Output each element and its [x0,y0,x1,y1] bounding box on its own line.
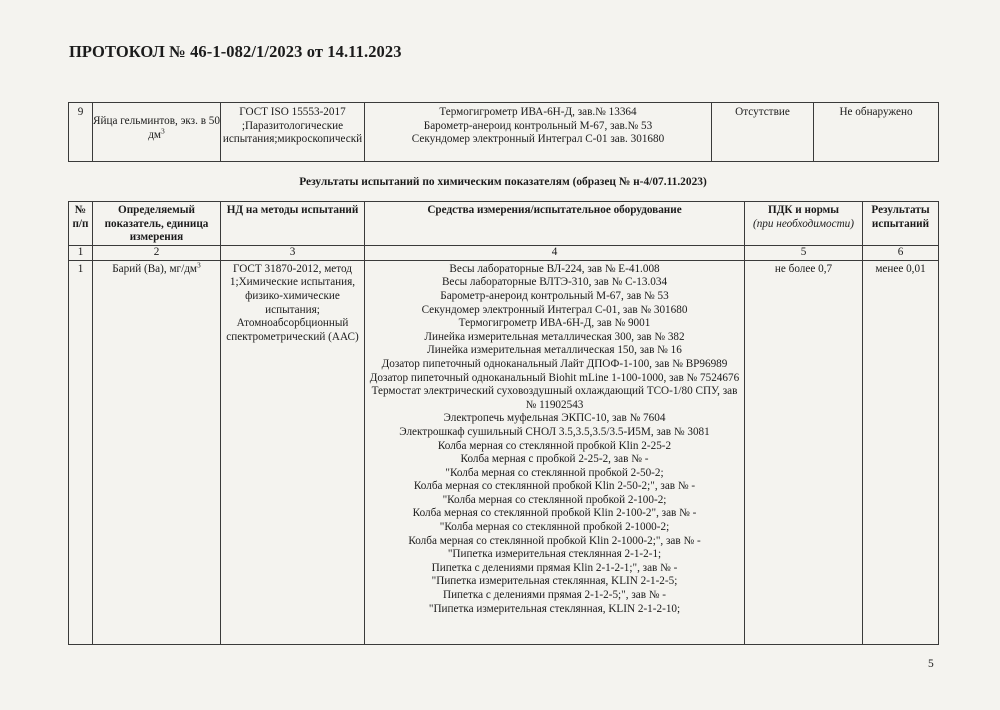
table-row [69,260,939,644]
equipment-line: "Пипетка измерительная стеклянная, KLIN 2-1-2-10; [428,602,681,615]
header-row [69,202,939,246]
column-number: 6 [863,245,939,260]
result-cell: менее 0,01 [863,260,939,644]
equipment-line: Линейка измерительная металлическая 300, зав № 382 [424,330,685,343]
equipment-line: Секундомер электронный Интеграл С-01, зав № 301680 [421,303,688,316]
section-heading: Результаты испытаний по химическим показателям (образец № н-4/07.11.2023) [299,176,707,188]
previous-results-table [68,102,939,162]
equipment-cell [365,260,745,644]
header-norm-note: (при необходимости) [752,217,854,230]
equipment-line: "Пипетка измерительная стеклянная 2-1-2-1; [447,548,662,561]
equipment-line: Линейка измерительная металлическая 150, зав № 16 [427,344,682,357]
result-cell: Не обнаружено [814,103,939,162]
column-number: 4 [365,245,745,260]
equipment-line: Колба мерная со стеклянной пробкой Klin 2-1000-2;", зав № - [408,534,701,547]
equipment-line: "Пипетка измерительная стеклянная, KLIN 2-1-2-5; [431,575,678,588]
row-number: 9 [69,103,93,162]
column-number: 2 [93,245,221,260]
column-number: 5 [745,245,863,260]
row-number: 1 [69,260,93,644]
header-norm [745,202,863,246]
chemical-results-table [68,201,939,645]
equipment-line: Термогигрометр ИВА-6Н-Д, зав № 9001 [458,317,651,330]
header-result: Результаты испытаний [863,202,939,246]
header-num: № п/п [69,202,93,246]
equipment-line: "Колба мерная со стеклянной пробкой 2-1000-2; [439,521,670,534]
document-title: ПРОТОКОЛ № 46-1-082/1/2023 от 14.11.2023 [69,42,402,61]
page-number: 5 [928,658,934,670]
method-cell: ГОСТ ISO 15553-2017 ;Паразитологические испытания;микроскопическй [221,103,365,162]
column-number-row [69,245,939,260]
equipment-line: Электрошкаф сушильный СНОЛ 3.5,3.5,3.5/3.5-И5М, зав № 3081 [399,425,710,438]
equipment-line: Колба мерная с пробкой 2-25-2, зав № - [460,453,649,466]
equipment-line: Весы лабораторные ВЛТЭ-310, зав № С-13.034 [441,276,668,289]
equipment-line: Барометр-анероид контрольный М-67, зав № 53 [440,289,669,302]
equipment-line: Колба мерная со стеклянной пробкой Klin 2-25-2 [437,439,672,452]
column-number: 3 [221,245,365,260]
equipment-line: Секундомер электронный Интеграл С-01 зав. 301680 [411,133,665,146]
equipment-line: Весы лабораторные ВЛ-224, зав № Е-41.008 [449,262,660,275]
equipment-cell [365,103,712,162]
method-cell: ГОСТ 31870-2012, метод 1;Химические испытания, физико-химические испытания; Атомноабсорбционный спектрометрический (ААС) [221,260,365,644]
indicator-superscript: 3 [161,125,165,135]
header-method: НД на методы испытаний [221,202,365,246]
indicator-cell [93,260,221,644]
equipment-line: "Колба мерная со стеклянной пробкой 2-50-2; [445,466,664,479]
header-equipment: Средства измерения/испытательное оборудование [365,202,745,246]
equipment-line: Электропечь муфельная ЭКПС-10, зав № 7604 [443,412,666,425]
column-number: 1 [69,245,93,260]
equipment-line: Пипетка с делениями прямая 2-1-2-5;", зав № - [442,589,666,602]
equipment-line: Термостат электрический суховоздушный охлаждающий ТСО-1/80 СПУ, зав № 11902543 [371,385,738,411]
norm-cell: Отсутствие [712,103,814,162]
table-row [69,103,939,162]
header-indicator: Определяемый показатель, единица измерения [93,202,221,246]
indicator-cell [93,103,221,162]
equipment-line: Колба мерная со стеклянной пробкой Klin 2-100-2", зав № - [412,507,697,520]
norm-cell: не более 0,7 [745,260,863,644]
equipment-line: Барометр-анероид контрольный М-67, зав.№ 53 [423,119,653,132]
indicator-text: Барий (Ва), мг/дм [112,262,198,275]
equipment-line: Дозатор пипеточный одноканальный Лайт ДПОФ-1-100, зав № ВР96989 [381,357,728,370]
indicator-text: Яйца гельминтов, экз. в 50 дм [93,115,220,141]
equipment-line: Дозатор пипеточный одноканальный Biohit mLine 1-100-1000, зав № 7524676 [369,371,740,384]
indicator-superscript: 3 [197,260,201,270]
equipment-line: "Колба мерная со стеклянной пробкой 2-100-2; [442,493,667,506]
header-norm-label: ПДК и нормы [768,204,839,216]
equipment-line: Пипетка с делениями прямая Klin 2-1-2-1;", зав № - [431,561,678,574]
equipment-line: Колба мерная со стеклянной пробкой Klin 2-50-2;", зав № - [413,480,696,493]
equipment-line: Термогигрометр ИВА-6Н-Д, зав.№ 13364 [439,106,637,118]
